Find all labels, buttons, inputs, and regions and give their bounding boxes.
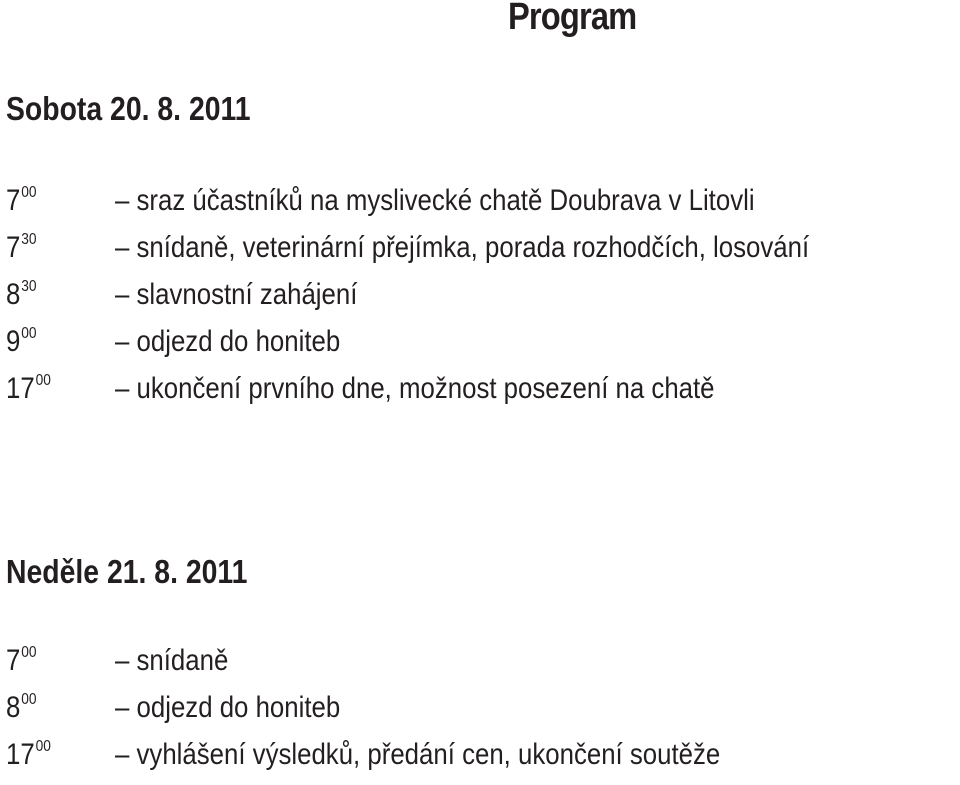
time-minutes: 00 (21, 184, 37, 201)
time-minutes: 30 (21, 278, 37, 295)
schedule-item (0, 231, 960, 278)
item-time (6, 184, 37, 218)
item-description: – snídaně, veterinární přejímka, porada rozhodčích, losování (115, 231, 810, 264)
time-minutes: 00 (21, 644, 37, 661)
schedule-item (0, 644, 960, 691)
time-hour: 7 (6, 184, 21, 217)
item-description: – sraz účastníků na myslivecké chatě Doubrava v Litovli (115, 184, 755, 217)
schedule-item (0, 691, 960, 738)
time-hour: 7 (6, 231, 21, 264)
time-hour: 9 (6, 325, 21, 358)
time-hour: 7 (6, 644, 21, 677)
item-time (6, 278, 37, 312)
time-minutes: 00 (35, 738, 51, 755)
schedule-item (0, 372, 960, 419)
item-time (6, 372, 51, 406)
item-description: – snídaně (115, 644, 229, 677)
time-hour: 8 (6, 691, 21, 724)
schedule-item (0, 738, 960, 785)
item-time (6, 644, 37, 678)
schedule-item (0, 278, 960, 325)
time-minutes: 30 (21, 231, 37, 248)
time-hour: 17 (6, 372, 35, 405)
item-time (6, 691, 37, 725)
day-heading-sunday: Neděle 21. 8. 2011 (6, 553, 248, 590)
item-time (6, 231, 37, 265)
item-description: – slavnostní zahájení (115, 278, 358, 311)
time-hour: 17 (6, 738, 35, 771)
schedule-sunday (0, 644, 960, 785)
item-description: – vyhlášení výsledků, předání cen, ukončení soutěže (115, 738, 721, 771)
time-minutes: 00 (21, 325, 37, 342)
page-title: Program (508, 0, 637, 38)
item-time (6, 738, 51, 772)
schedule-saturday (0, 184, 960, 419)
schedule-item (0, 184, 960, 231)
day-heading-saturday: Sobota 20. 8. 2011 (6, 90, 251, 127)
schedule-item (0, 325, 960, 372)
item-time (6, 325, 37, 359)
item-description: – odjezd do honiteb (115, 325, 341, 358)
time-hour: 8 (6, 278, 21, 311)
time-minutes: 00 (21, 691, 37, 708)
item-description: – odjezd do honiteb (115, 691, 341, 724)
time-minutes: 00 (35, 372, 51, 389)
item-description: – ukončení prvního dne, možnost posezení na chatě (115, 372, 715, 405)
